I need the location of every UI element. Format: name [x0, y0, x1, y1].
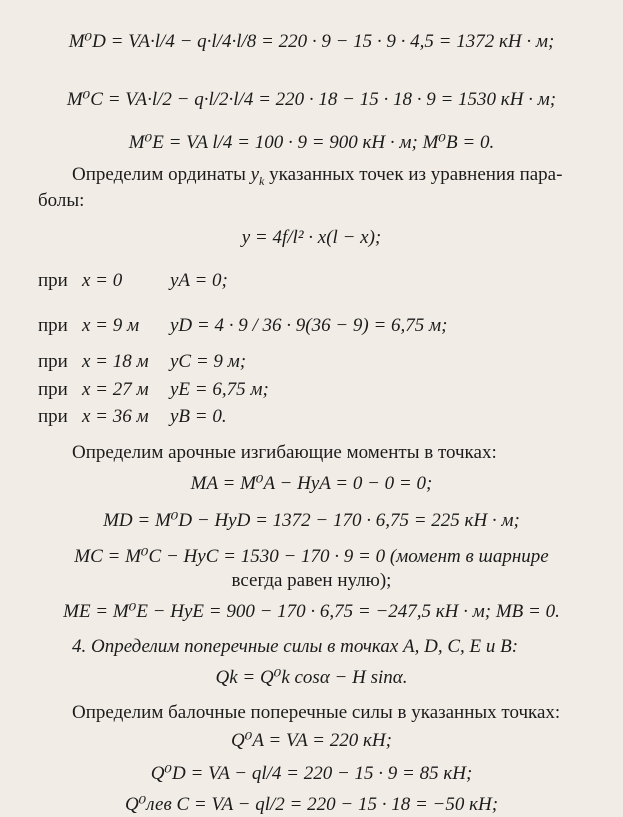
ordinate-row-x: x = 27 м	[82, 379, 149, 400]
equation-ma-text: MA = M⁰A − HyA = 0 − 0 = 0;	[190, 473, 433, 494]
paragraph-arch-moments	[72, 441, 497, 465]
ordinate-row-y: yE = 6,75 м;	[170, 379, 269, 400]
paragraph-ordinates-line2	[38, 189, 84, 213]
paragraph-arch-moments-text: Определим арочные изгибающие моменты в точках:	[72, 442, 497, 463]
paragraph-beam-shear	[72, 701, 560, 725]
paragraph-ordinates-line1	[72, 163, 562, 193]
ordinate-row-y: yC = 9 м;	[170, 351, 247, 372]
equation-qk-text: Qk = Q⁰k cosα − H sinα.	[215, 667, 408, 688]
equation-mc0-text: M⁰C = VA·l/2 − q·l/2·l/4 = 220 · 18 − 15 · 18 · 9 = 1530 кН · м;	[66, 89, 557, 110]
equation-me-text: ME = M⁰E − HyE = 900 − 170 · 6,75 = −247,5 кН · м; MB = 0.	[63, 601, 560, 622]
section-4-heading	[72, 635, 518, 659]
equation-qd0-text: Q⁰D = VA − ql/4 = 220 − 15 · 9 = 85 кН;	[150, 763, 473, 784]
equation-parabola-text: y = 4f/l² · x(l − x);	[241, 227, 382, 248]
equation-qa0-text: Q⁰A = VA = 220 кН;	[231, 730, 392, 751]
ordinate-row-label: при	[38, 351, 68, 372]
ordinate-row-y: yD = 4 · 9 / 36 · 9(36 − 9) = 6,75 м;	[170, 315, 448, 336]
paragraph-ordinates-a: Определим ординаты	[72, 164, 246, 185]
ordinate-row-x: x = 18 м	[82, 351, 149, 372]
ordinate-row-d	[38, 314, 448, 338]
equation-mc-continuation-text: всегда равен нулю);	[231, 570, 392, 591]
equation-md0	[0, 30, 623, 54]
equation-mc	[0, 545, 623, 569]
equation-mc-text: MC = M⁰C − HyC = 1530 − 170 · 9 = 0 (момент в шарнире	[74, 546, 549, 567]
ordinate-row-c	[38, 350, 246, 374]
equation-md-text: MD = M⁰D − HyD = 1372 − 170 · 6,75 = 225 кН · м;	[103, 510, 520, 531]
equation-md0-text: M⁰D = VA·l/4 − q·l/4·l/8 = 220 · 9 − 15 · 9 · 4,5 = 1372 кН · м;	[68, 31, 555, 52]
equation-ma	[0, 472, 623, 496]
paragraph-ordinates-c: болы:	[38, 190, 85, 211]
ordinate-row-label: при	[38, 315, 68, 336]
ordinate-row-b	[38, 405, 227, 429]
equation-me0-text: M⁰E = VA l/4 = 100 · 9 = 900 кН · м; M⁰B = 0.	[128, 132, 495, 153]
ordinate-row-x: x = 9 м	[82, 315, 140, 336]
equation-qa0	[0, 729, 623, 753]
paragraph-ordinates-b: указанных точек из уравнения пара-	[269, 164, 563, 185]
ordinate-row-x: x = 0	[82, 270, 123, 291]
ordinate-symbol: $y_k$	[250, 164, 265, 188]
ordinate-row-x: x = 36 м	[82, 406, 149, 427]
equation-me	[0, 600, 623, 624]
ordinate-row-e	[38, 378, 269, 402]
ordinate-row-y: yA = 0;	[170, 270, 228, 291]
equation-parabola	[0, 226, 623, 250]
ordinate-row-y: yB = 0.	[170, 406, 227, 427]
equation-qc0-text: Q⁰лев C = VA − ql/2 = 220 − 15 · 18 = −50 кН;	[124, 794, 499, 815]
equation-mc0	[0, 88, 623, 112]
equation-qk	[0, 666, 623, 690]
paragraph-beam-shear-text: Определим балочные поперечные силы в указанных точках:	[72, 702, 561, 723]
equation-qd0	[0, 762, 623, 786]
equation-me0	[0, 131, 623, 155]
ordinate-row-a	[38, 269, 228, 293]
equation-mc-continuation	[0, 569, 623, 593]
equation-qc0	[0, 793, 623, 817]
equation-md	[0, 509, 623, 533]
ordinate-row-label: при	[38, 406, 68, 427]
ordinate-row-label: при	[38, 270, 68, 291]
ordinate-row-label: при	[38, 379, 68, 400]
section-4-heading-text: 4. Определим поперечные силы в точках A, D, C, E и B:	[72, 636, 519, 657]
